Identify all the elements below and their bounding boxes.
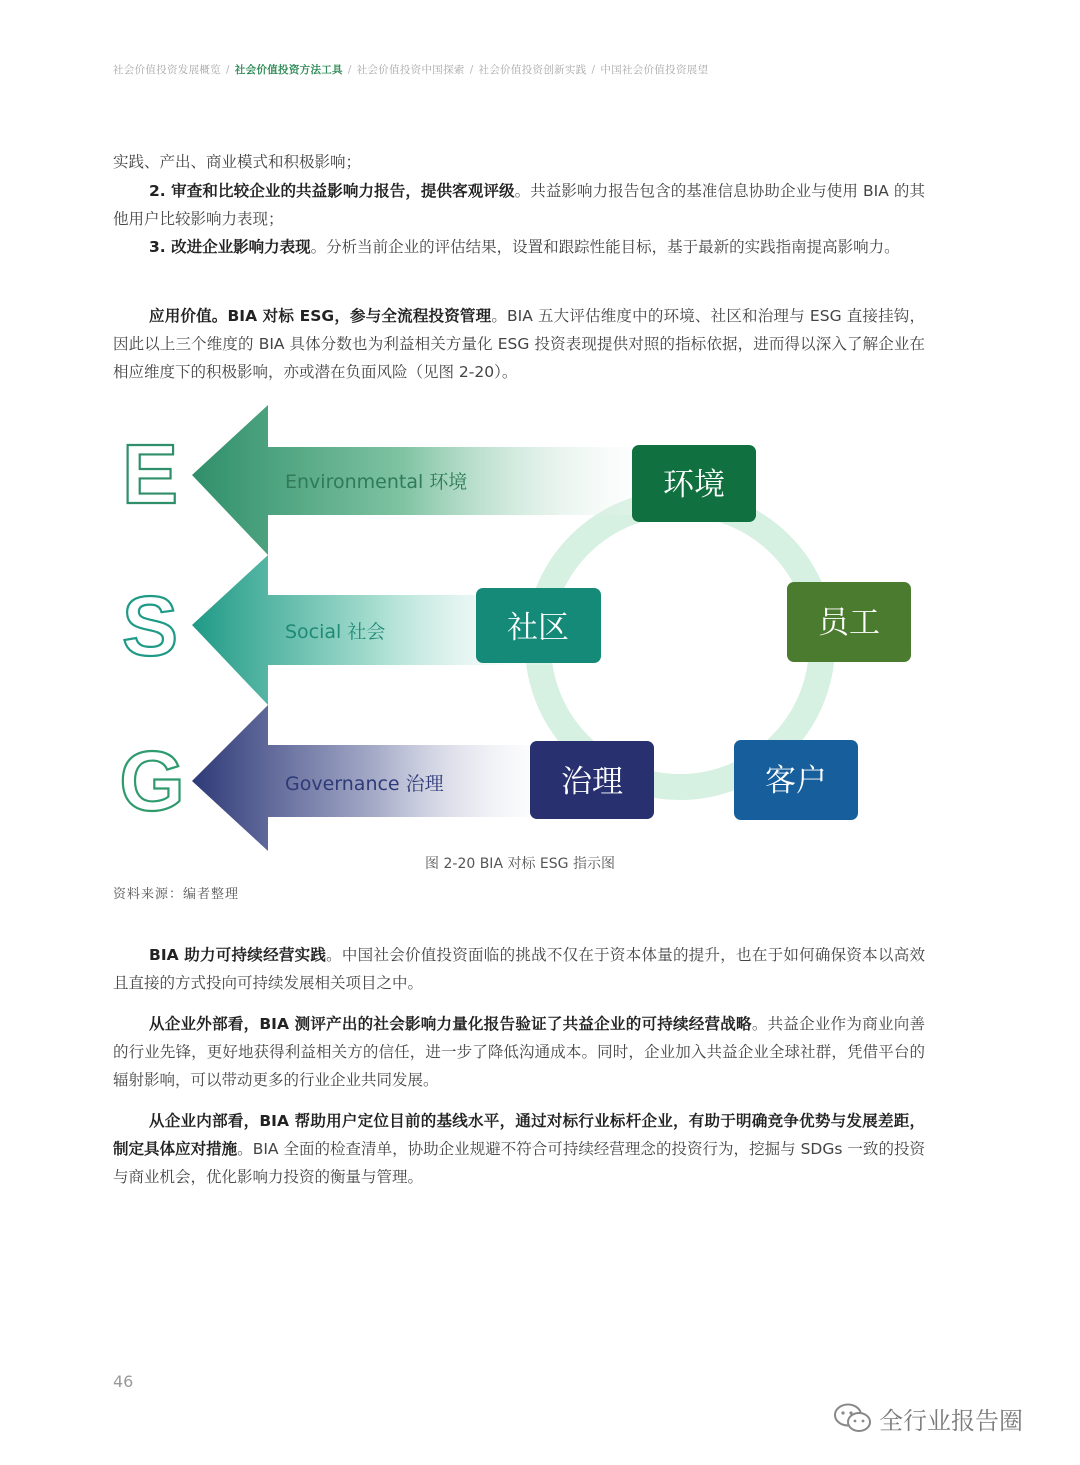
paragraph-application-value-text: 。BIA 五大评估维度中的环境、社区和治理与 ESG 直接挂钩，因此以上三个维度的 BIA 具体分数也为利益相关方量化 ESG 投资表现提供对照的指标依据，进而得以深入了解企业在相应维度下的积极影响，亦或潜在负面风险（见图 2-20）。 xyxy=(113,307,925,381)
paragraph-item-2-heading: 2. 审查和比较企业的共益影响力报告，提供客观评级 xyxy=(149,182,515,200)
box-customer-label: 客户 xyxy=(765,763,827,799)
box-environment xyxy=(632,445,756,522)
paragraph-item-3-text: 。分析当前企业的评估结果，设置和跟踪性能目标，基于最新的实践指南提高影响力。 xyxy=(310,238,900,256)
letter-e: E xyxy=(121,427,179,521)
box-governance-label: 治理 xyxy=(561,764,623,800)
paragraph-item-2 xyxy=(113,177,925,233)
paragraph-application-value-heading: 应用价值。BIA 对标 ESG，参与全流程投资管理 xyxy=(149,307,492,325)
paragraph-item-3 xyxy=(113,233,925,261)
paragraph-sustainable-practice xyxy=(113,941,925,997)
paragraph-sustainable-practice-text: 。中国社会价值投资面临的挑战不仅在于资本体量的提升，也在于如何确保资本以高效且直接的方式投向可持续发展相关项目之中。 xyxy=(113,946,925,992)
breadcrumb-separator: / xyxy=(591,64,596,76)
box-environment-label: 环境 xyxy=(663,467,725,503)
paragraph-item-3-heading: 3. 改进企业影响力表现 xyxy=(149,238,311,256)
wechat-icon xyxy=(833,1402,873,1434)
box-employee xyxy=(787,582,911,662)
paragraph-application-value xyxy=(113,302,925,386)
box-customer xyxy=(734,740,858,820)
social-label: Social 社会 xyxy=(285,621,386,643)
box-community-label: 社区 xyxy=(507,610,569,646)
paragraph-external-view-text: 。共益企业作为商业向善的行业先锋，更好地获得利益相关方的信任，进一步了降低沟通成本。同时，企业加入共益企业全球社群，凭借平台的辐射影响，可以带动更多的行业企业共同发展。 xyxy=(113,1015,925,1089)
paragraph-external-view-heading: 从企业外部看，BIA 测评产出的社会影响力量化报告验证了共益企业的可持续经营战略 xyxy=(149,1015,752,1033)
breadcrumb-item-active[interactable]: 社会价值投资方法工具 xyxy=(234,64,343,76)
breadcrumb-separator: / xyxy=(347,64,352,76)
paragraph-continuation: 实践、产出、商业模式和积极影响； xyxy=(113,153,362,171)
paragraph-external-view xyxy=(113,1010,925,1094)
breadcrumb-item[interactable]: 社会价值投资创新实践 xyxy=(478,64,587,76)
paragraph-internal-view-text: 。BIA 全面的检查清单，协助企业规避不符合可持续经营理念的投资行为，挖掘与 SDGs 一致的投资与商业机会，优化影响力投资的衡量与管理。 xyxy=(113,1140,925,1186)
paragraph-item-2-text: 。共益影响力报告包含的基准信息协助企业与使用 BIA 的其他用户比较影响力表现； xyxy=(113,182,925,228)
breadcrumb xyxy=(113,62,708,77)
page-number: 46 xyxy=(113,1372,134,1391)
breadcrumb-separator: / xyxy=(226,64,230,76)
figure-source: 资料来源：编者整理 xyxy=(113,887,240,902)
box-governance xyxy=(530,741,654,819)
bia-esg-diagram xyxy=(0,395,1040,855)
paragraph-sustainable-practice-heading: BIA 助力可持续经营实践 xyxy=(149,946,327,964)
watermark-text: 全行业报告圈 xyxy=(879,1406,1023,1435)
figure-caption: 图 2-20 BIA 对标 ESG 指示图 xyxy=(425,856,615,872)
governance-label: Governance 治理 xyxy=(285,773,444,795)
breadcrumb-item[interactable]: 中国社会价值投资展望 xyxy=(600,64,709,76)
watermark xyxy=(833,1398,1053,1438)
box-employee-label: 员工 xyxy=(818,605,880,641)
letter-s: S xyxy=(121,579,179,673)
breadcrumb-separator: / xyxy=(469,64,474,76)
paragraph-internal-view-heading: 从企业内部看，BIA 帮助用户定位目前的基线水平，通过对标行业标杆企业，有助于明确竞争优势与发展差距，制定具体应对措施 xyxy=(113,1112,925,1158)
letter-g: G xyxy=(119,734,185,828)
breadcrumb-item[interactable]: 社会价值投资中国探索 xyxy=(356,64,465,76)
box-community xyxy=(476,588,601,663)
environmental-label: Environmental 环境 xyxy=(285,471,468,493)
paragraph-internal-view xyxy=(113,1107,925,1191)
breadcrumb-item[interactable]: 社会价值投资发展概览 xyxy=(113,64,221,76)
